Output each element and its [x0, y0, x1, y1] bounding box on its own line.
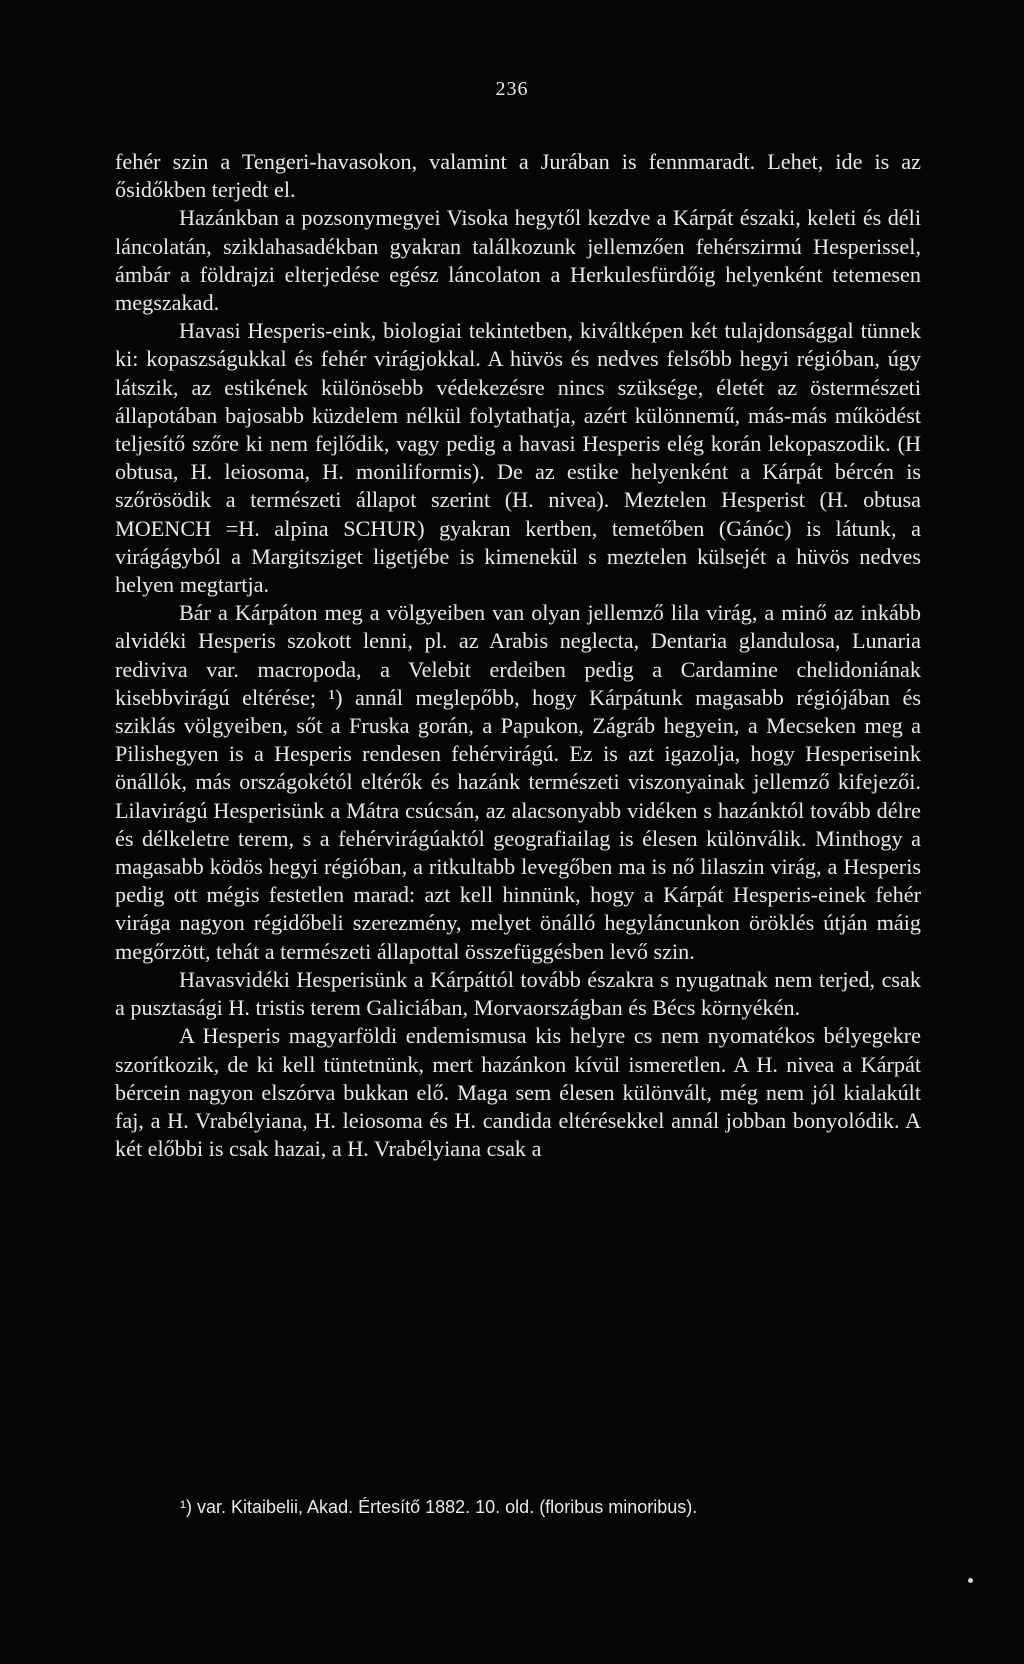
paragraph: Havasi Hesperis-eink, biologiai tekintetben, kiváltképen két tulajdonsággal tünnek ki: kopaszságukkal és fehér virágjokkal. A hüvös és nedves felsőbb hegyi régióban, úgy látszik, az estikének különösebb védekezésre nincs szüksége, életét az östermészeti állapotában bajosabb küzdelem nélkül folytathatja, azért különnemű, más-más működést teljesítő szőre ki nem fejlődik, vagy pedig a havasi Hesperis elég korán lekopaszodik. (H obtusa, H. leiosoma, H. moniliformis). De az estike helyenként a Kárpát bércén is szőrösödik a természeti állapot szerint (H. nivea). Meztelen Hesperist (H. obtusa MOENCH =H. alpina SCHUR) gyakran kertben, temetőben (Gánóc) is látunk, a virágágyból a Margitsziget ligetjébe is kimenekül s meztelen külsejét a hüvös nedves helyen megtartja.	[115, 318, 921, 598]
paragraph: Hazánkban a pozsonymegyei Visoka hegytől kezdve a Kárpát északi, keleti és déli láncolatán, sziklahasadékban gyakran találkozunk jellemzően fehérszirmú Hesperissel, ámbár a földrajzi elterjedése egész láncolaton a Herkulesfürdőig helyenként tetemesen megszakad.	[115, 205, 921, 316]
scan-speck	[968, 1578, 973, 1583]
paragraph: fehér szin a Tengeri-havasokon, valamint a Jurában is fennmaradt. Lehet, ide is az ősidőkben terjedt el.	[115, 149, 921, 203]
paragraph: A Hesperis magyarföldi endemismusa kis helyre cs nem nyomatékos bélyegekre szorítkozik, de ki kell tüntetnünk, mert hazánkon kívül ismeretlen. A H. nivea a Kárpát bércein nagyon elszórva bukkan elő. Maga sem élesen különvált, még nem jól kialakúlt faj, a H. Vrabélyiana, H. leiosoma és H. candida eltérésekkel annál jobban bonyolódik. A két előbbi is csak hazai, a H. Vrabélyiana csak a	[115, 1023, 921, 1162]
body-text	[115, 148, 921, 1163]
page-number: 236	[495, 78, 529, 100]
footnote: ¹) var. Kitaibelii, Akad. Értesítő 1882. 10. old. (floribus minoribus).	[180, 1497, 698, 1517]
paragraph: Havasvidéki Hesperisünk a Kárpáttól tovább északra s nyugatnak nem terjed, csak a pusztasági H. tristis terem Galiciában, Morvaországban és Bécs környékén.	[115, 966, 921, 1021]
paragraph: Bár a Kárpáton meg a völgyeiben van olyan jellemző lila virág, a minő az inkább alvidéki Hesperis szokott lenni, pl. az Arabis neglecta, Dentaria glandulosa, Lunaria rediviva var. macropoda, a Velebit erdeiben pedig a Cardamine chelidoniának kisebbvirágú eltérése; ¹) annál meglepőbb, hogy Kárpátunk magasabb régiójában és sziklás völgyeiben, sőt a Fruska gorán, a Papukon, Zágráb hegyein, a Mecseken meg a Pilishegyen is a Hesperis rendesen fehérvirágú. Ez is azt igazolja, hogy Hesperiseink önállók, más országokétól eltérők és hazánk természeti viszonyainak jellemző kifejezői. Lilavirágú Hesperisünk a Mátra csúcsán, az alacsonyabb vidéken s hazánktól tovább délre és délkeletre terem, s a fehérvirágúaktól geografiailag is élesen különválik. Minthogy a magasabb ködös hegyi régióban, a ritkultabb levegőben ma is nő lilaszin virág, a Hesperis pedig ott mégis festetlen marad: azt kell hinnünk, hogy a Kárpát Hesperis-einek fehér virága nagyon régidőbeli szerezmény, melyet önálló hegyláncunkon öröklés útján máig megőrzött, tehát a természeti állapottal összefüggésben levő szin.	[115, 600, 921, 964]
